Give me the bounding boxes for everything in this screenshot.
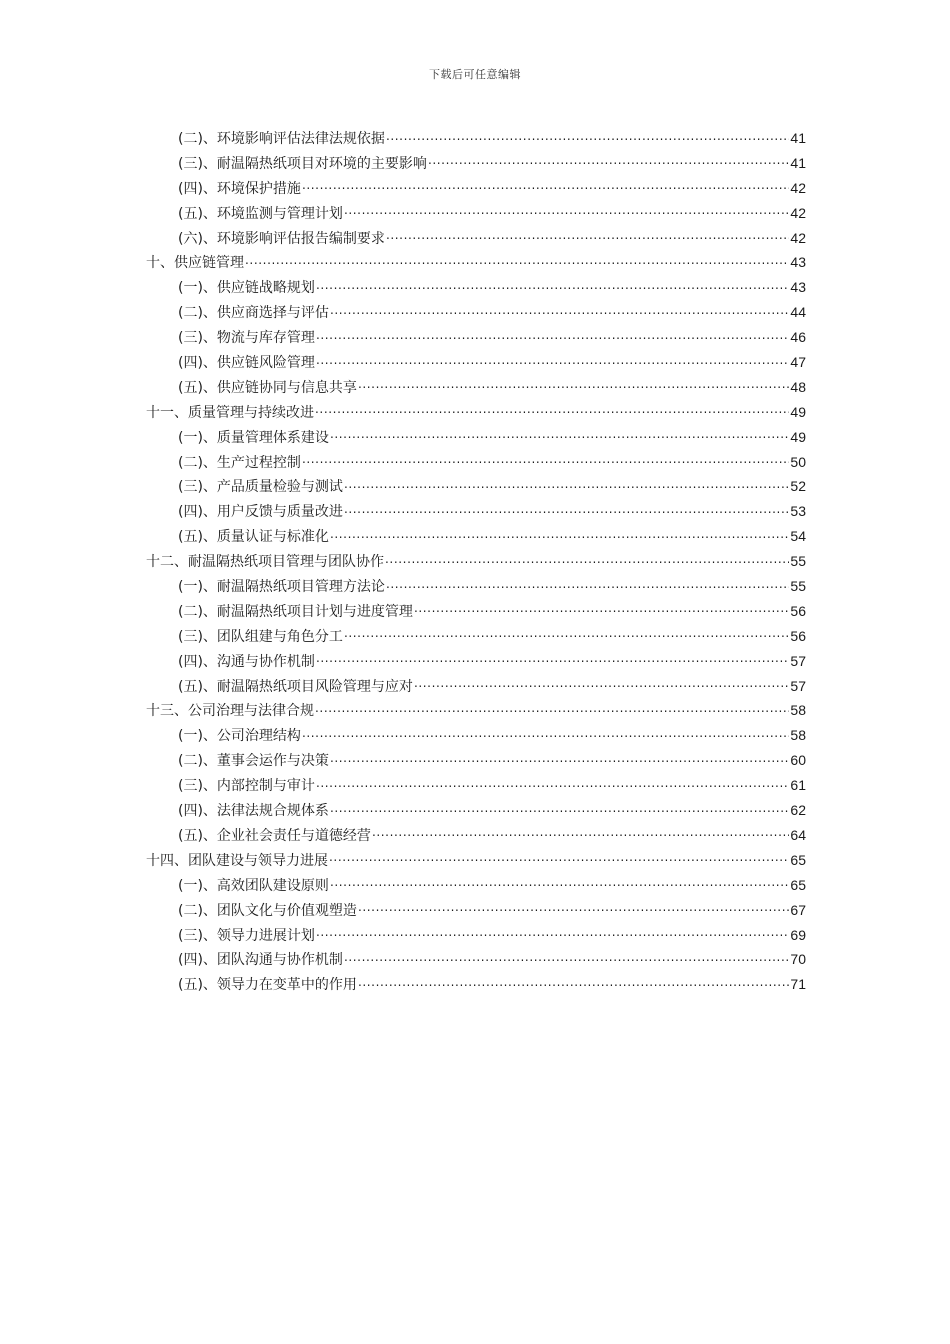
page-header: 下载后可任意编辑: [429, 68, 521, 81]
toc-dot-leader: [316, 779, 789, 793]
toc-dot-leader: [302, 455, 789, 469]
toc-section-entry[interactable]: [146, 474, 806, 499]
toc-dot-leader: [316, 355, 789, 369]
toc-dot-leader: [330, 754, 789, 768]
toc-entry-title: (四)、用户反馈与质量改进: [178, 504, 343, 521]
toc-entry-page-number: 58: [790, 727, 806, 744]
toc-entry-page-number: 41: [790, 130, 806, 146]
toc-section-entry[interactable]: [146, 599, 806, 624]
toc-section-entry[interactable]: [146, 898, 806, 923]
toc-entry-page-number: 57: [790, 652, 806, 669]
toc-entry-title: (二)、环境影响评估法律法规依据: [178, 131, 385, 147]
toc-dot-leader: [329, 853, 789, 867]
toc-section-entry[interactable]: [146, 674, 806, 699]
toc-entry-title: 十三、公司治理与法律合规: [146, 703, 314, 720]
toc-entry-title: (五)、企业社会责任与道德经营: [178, 827, 371, 844]
toc-entry-page-number: 42: [790, 179, 806, 196]
toc-chapter-entry[interactable]: [146, 549, 806, 574]
toc-chapter-entry[interactable]: [146, 250, 806, 275]
toc-section-entry[interactable]: [146, 524, 806, 549]
toc-dot-leader: [414, 604, 789, 618]
toc-entry-page-number: 62: [790, 802, 806, 819]
toc-entry-page-number: 42: [790, 229, 806, 246]
toc-entry-title: 十四、团队建设与领导力进展: [146, 852, 328, 869]
toc-entry-title: (五)、耐温隔热纸项目风险管理与应对: [178, 678, 413, 695]
toc-entry-title: (五)、环境监测与管理计划: [178, 205, 343, 222]
toc-section-entry[interactable]: [146, 947, 806, 972]
toc-entry-page-number: 61: [790, 777, 806, 794]
toc-entry-title: 十、供应链管理: [146, 255, 244, 272]
toc-dot-leader: [330, 430, 789, 444]
toc-dot-leader: [330, 803, 789, 817]
toc-entry-title: (三)、耐温隔热纸项目对环境的主要影响: [178, 155, 427, 172]
toc-entry-page-number: 55: [790, 553, 806, 570]
toc-entry-title: (四)、环境保护措施: [178, 180, 301, 197]
toc-entry-page-number: 50: [790, 453, 806, 470]
toc-dot-leader: [316, 331, 789, 345]
toc-entry-page-number: 43: [790, 279, 806, 296]
toc-section-entry[interactable]: [146, 126, 806, 151]
toc-entry-page-number: 56: [790, 602, 806, 619]
toc-entry-page-number: 41: [790, 154, 806, 171]
toc-dot-leader: [428, 156, 789, 170]
toc-dot-leader: [330, 530, 789, 544]
toc-entry-page-number: 55: [790, 578, 806, 595]
toc-entry-page-number: 46: [790, 329, 806, 346]
toc-chapter-entry[interactable]: [146, 848, 806, 873]
toc-section-entry[interactable]: [146, 201, 806, 226]
toc-entry-title: (二)、团队文化与价值观塑造: [178, 902, 357, 919]
toc-entry-title: (二)、耐温隔热纸项目计划与进度管理: [178, 603, 413, 620]
toc-dot-leader: [344, 206, 789, 220]
toc-dot-leader: [302, 181, 789, 195]
toc-entry-title: (二)、董事会运作与决策: [178, 753, 329, 770]
toc-entry-title: (四)、团队沟通与协作机制: [178, 952, 343, 969]
toc-dot-leader: [330, 878, 789, 892]
toc-dot-leader: [358, 978, 789, 992]
toc-entry-page-number: 56: [790, 627, 806, 644]
toc-dot-leader: [316, 281, 789, 295]
toc-entry-title: (四)、沟通与协作机制: [178, 653, 315, 670]
toc-entry-page-number: 54: [790, 528, 806, 545]
toc-entry-page-number: 69: [790, 926, 806, 943]
toc-entry-page-number: 71: [790, 976, 806, 993]
toc-entry-page-number: 42: [790, 204, 806, 221]
toc-entry-title: (四)、法律法规合规体系: [178, 803, 329, 820]
toc-entry-title: (二)、供应商选择与评估: [178, 305, 329, 322]
toc-section-entry[interactable]: [146, 773, 806, 798]
toc-entry-page-number: 70: [790, 951, 806, 968]
toc-entry-title: (三)、产品质量检验与测试: [178, 479, 343, 496]
toc-dot-leader: [330, 306, 789, 320]
toc-dot-leader: [344, 629, 789, 643]
toc-entry-title: (四)、供应链风险管理: [178, 355, 315, 372]
toc-dot-leader: [386, 131, 789, 145]
table-of-contents: [146, 126, 806, 997]
toc-section-entry[interactable]: [146, 873, 806, 898]
toc-section-entry[interactable]: [146, 300, 806, 325]
toc-entry-title: (五)、质量认证与标准化: [178, 529, 329, 546]
toc-dot-leader: [372, 828, 789, 842]
toc-dot-leader: [316, 928, 789, 942]
toc-entry-page-number: 48: [790, 378, 806, 395]
toc-entry-page-number: 44: [790, 304, 806, 321]
toc-entry-title: (三)、领导力进展计划: [178, 927, 315, 944]
toc-dot-leader: [386, 231, 789, 245]
toc-entry-title: (三)、内部控制与审计: [178, 778, 315, 795]
toc-dot-leader: [315, 405, 789, 419]
toc-entry-title: (二)、生产过程控制: [178, 454, 301, 471]
toc-entry-page-number: 47: [790, 354, 806, 371]
toc-dot-leader: [316, 654, 789, 668]
toc-section-entry[interactable]: [146, 226, 806, 251]
toc-entry-page-number: 49: [790, 428, 806, 445]
toc-dot-leader: [302, 729, 789, 743]
toc-entry-page-number: 52: [790, 478, 806, 495]
toc-section-entry[interactable]: [146, 798, 806, 823]
toc-entry-page-number: 43: [790, 254, 806, 271]
toc-section-entry[interactable]: [146, 176, 806, 201]
toc-section-entry[interactable]: [146, 499, 806, 524]
toc-dot-leader: [344, 480, 789, 494]
toc-entry-title: (五)、领导力在变革中的作用: [178, 977, 357, 994]
toc-section-entry[interactable]: [146, 325, 806, 350]
toc-dot-leader: [386, 579, 789, 593]
toc-section-entry[interactable]: [146, 748, 806, 773]
toc-entry-title: (一)、耐温隔热纸项目管理方法论: [178, 579, 385, 596]
toc-section-entry[interactable]: [146, 723, 806, 748]
toc-entry-title: 十一、质量管理与持续改进: [146, 404, 314, 421]
toc-section-entry[interactable]: [146, 450, 806, 475]
toc-section-entry[interactable]: [146, 574, 806, 599]
toc-entry-title: 十二、耐温隔热纸项目管理与团队协作: [146, 554, 384, 571]
toc-entry-title: (五)、供应链协同与信息共享: [178, 379, 357, 396]
toc-entry-page-number: 65: [790, 876, 806, 893]
toc-section-entry[interactable]: [146, 425, 806, 450]
toc-section-entry[interactable]: [146, 375, 806, 400]
toc-dot-leader: [315, 704, 789, 718]
toc-entry-page-number: 53: [790, 503, 806, 520]
toc-chapter-entry[interactable]: [146, 698, 806, 723]
toc-entry-page-number: 49: [790, 403, 806, 420]
toc-dot-leader: [344, 953, 789, 967]
toc-chapter-entry[interactable]: [146, 400, 806, 425]
toc-section-entry[interactable]: [146, 151, 806, 176]
toc-entry-title: (一)、供应链战略规划: [178, 280, 315, 297]
toc-dot-leader: [414, 679, 789, 693]
toc-entry-title: (三)、团队组建与角色分工: [178, 628, 343, 645]
toc-entry-page-number: 65: [790, 851, 806, 868]
toc-dot-leader: [385, 555, 789, 569]
toc-section-entry[interactable]: [146, 649, 806, 674]
toc-entry-page-number: 64: [790, 826, 806, 843]
toc-entry-page-number: 60: [790, 752, 806, 769]
toc-section-entry[interactable]: [146, 624, 806, 649]
toc-entry-title: (一)、质量管理体系建设: [178, 429, 329, 446]
toc-entry-title: (一)、公司治理结构: [178, 728, 301, 745]
toc-entry-page-number: 57: [790, 677, 806, 694]
toc-section-entry[interactable]: [146, 923, 806, 948]
toc-section-entry[interactable]: [146, 823, 806, 848]
toc-dot-leader: [358, 903, 789, 917]
toc-section-entry[interactable]: [146, 972, 806, 997]
toc-dot-leader: [358, 380, 789, 394]
toc-dot-leader: [245, 256, 789, 270]
toc-section-entry[interactable]: [146, 350, 806, 375]
toc-entry-title: (六)、环境影响评估报告编制要求: [178, 230, 385, 247]
toc-section-entry[interactable]: [146, 275, 806, 300]
toc-entry-page-number: 67: [790, 901, 806, 918]
toc-entry-title: (一)、高效团队建设原则: [178, 877, 329, 894]
toc-dot-leader: [344, 505, 789, 519]
toc-entry-page-number: 58: [790, 702, 806, 719]
toc-entry-title: (三)、物流与库存管理: [178, 330, 315, 347]
